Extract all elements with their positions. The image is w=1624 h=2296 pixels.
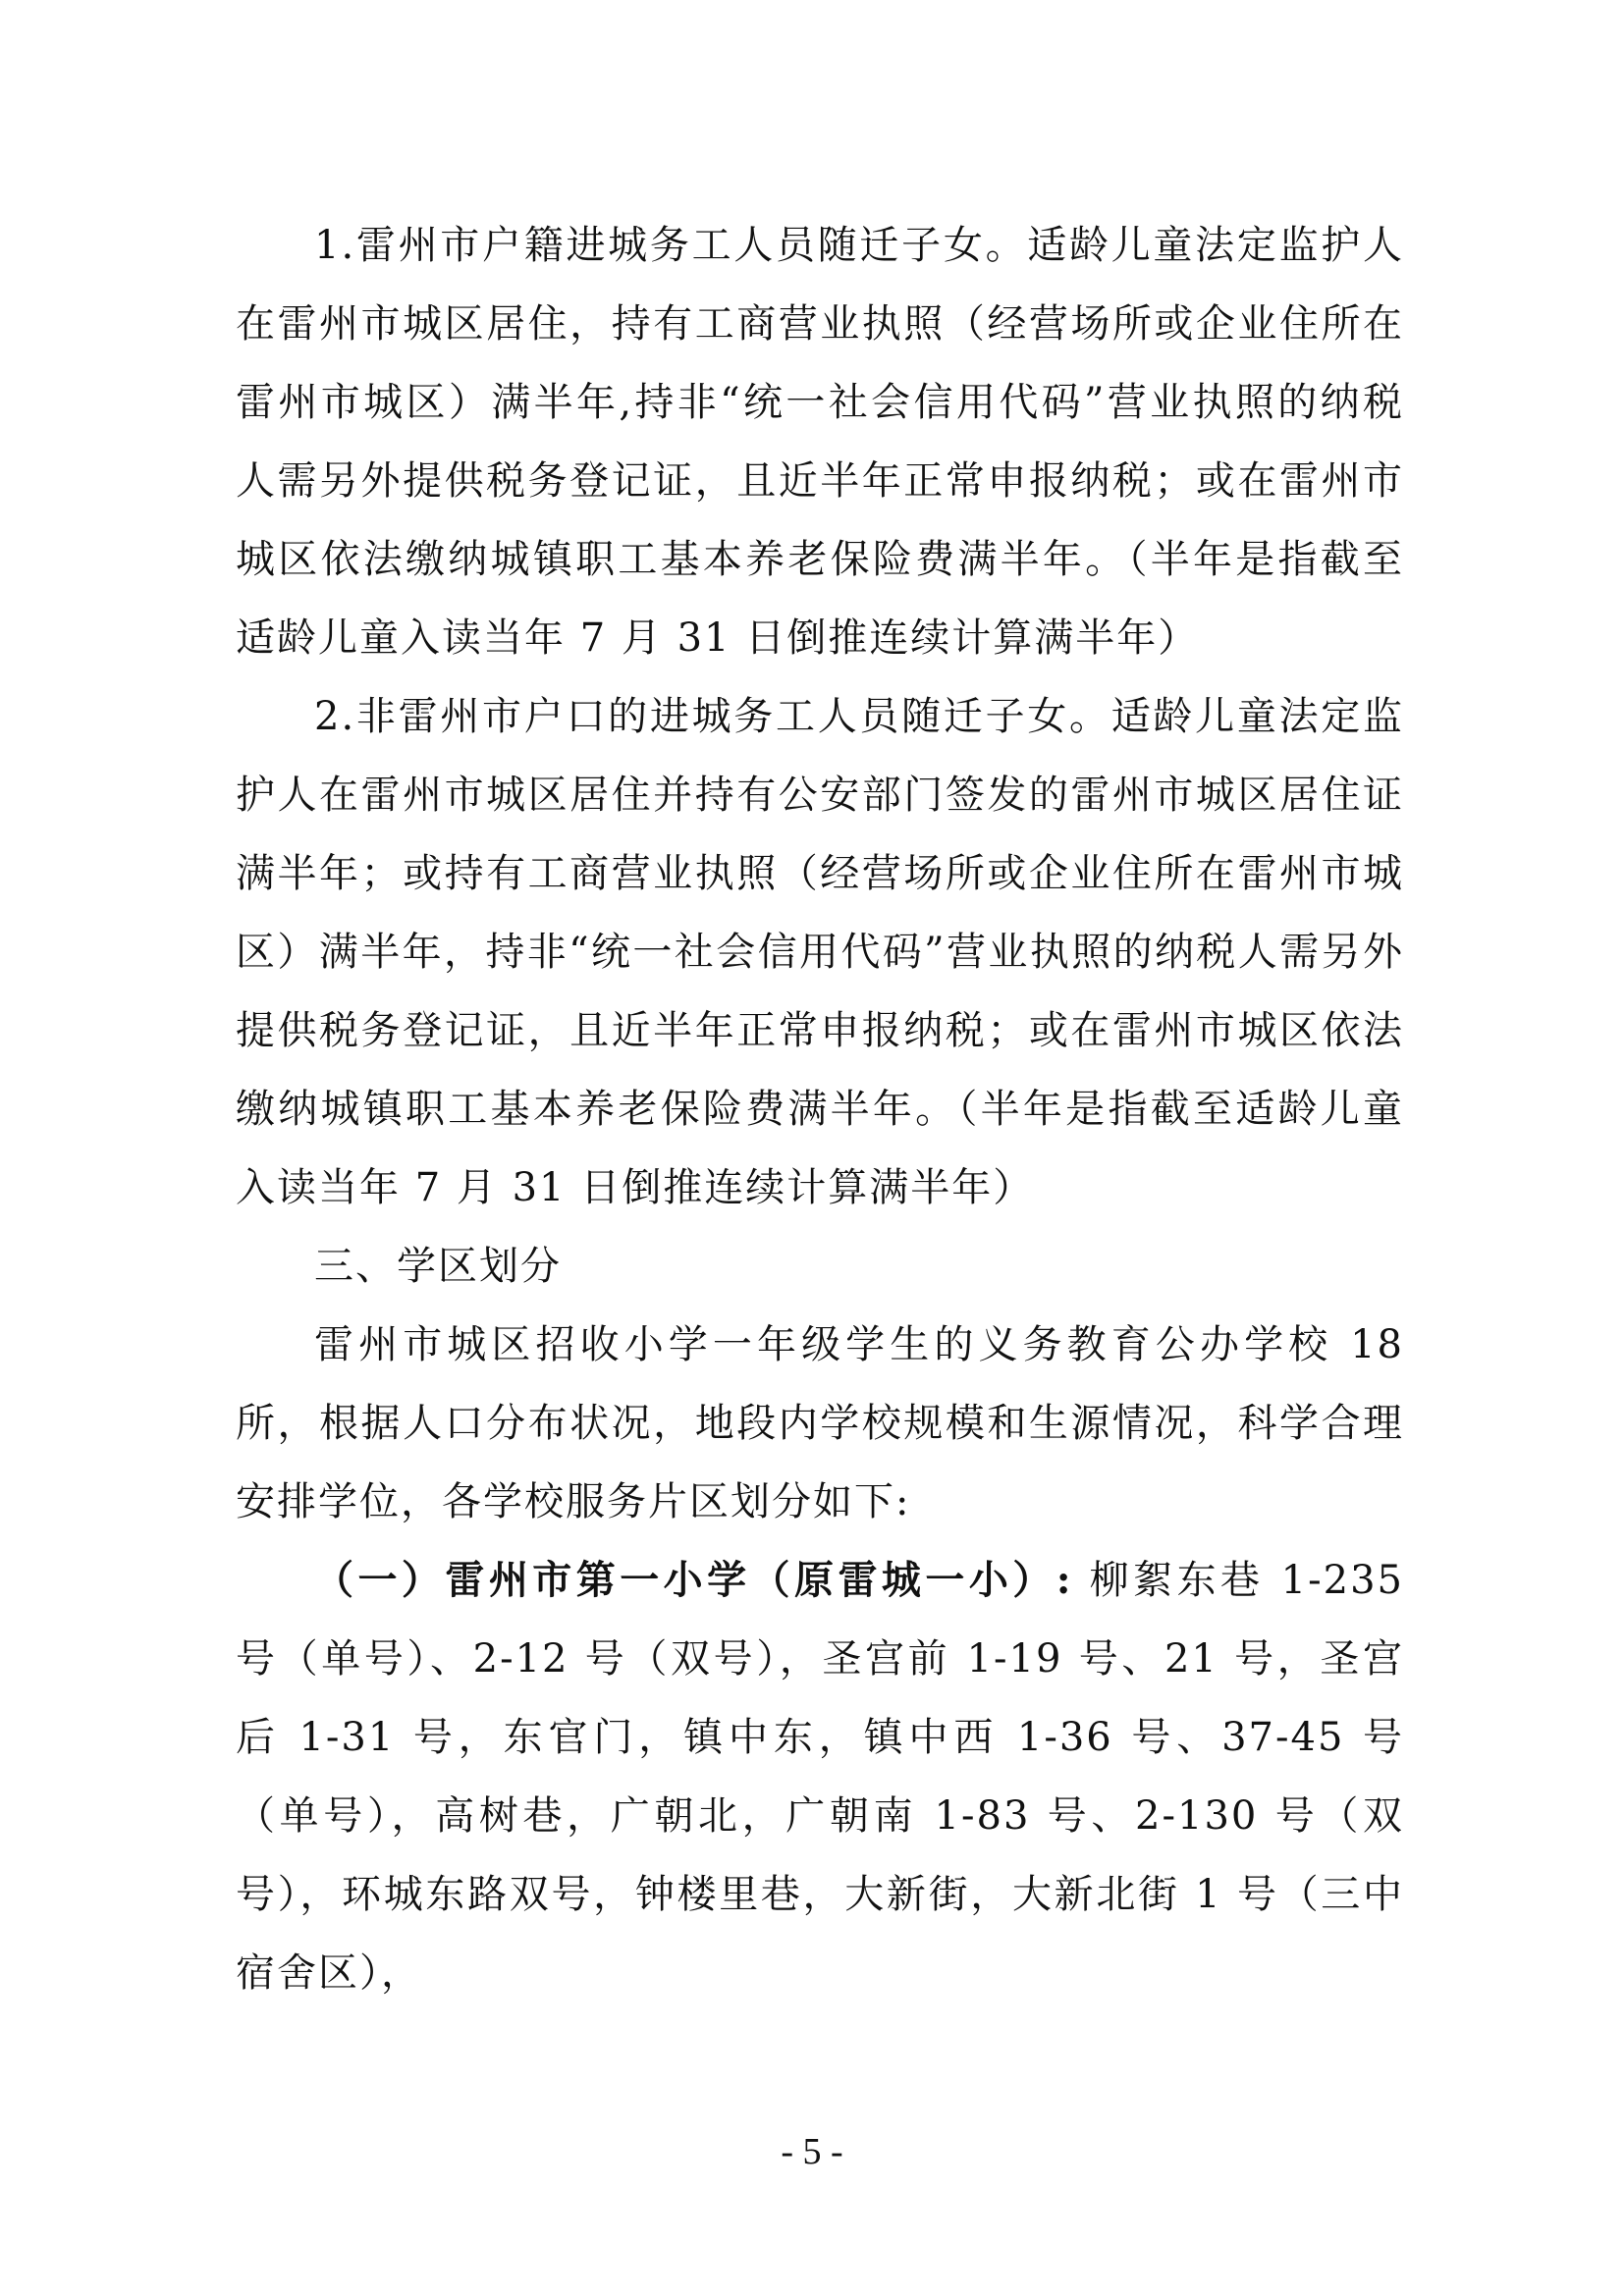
school-1-text: 柳絮东巷 1-235 号（单号）、2-12 号（双号），圣宫前 1-19 号、21 号，圣宫后 1-31 号，东官门，镇中东，镇中西 1-36 号、37-45 号（单号），高树巷，广朝北，广朝南 1-83 号、2-130 号（双号），环城东路双号，钟楼里巷，大新街，大新北街 1 号（三中宿舍区），	[236, 1558, 1404, 1996]
section-intro: 雷州市城区招收小学一年级学生的义务教育公办学校 18 所，根据人口分布状况，地段内学校规模和生源情况，科学合理安排学位，各学校服务片区划分如下:	[236, 1322, 1404, 1524]
paragraph-2: 2.非雷州市户口的进城务工人员随迁子女。适龄儿童法定监护人在雷州市城区居住并持有公安部门签发的雷州市城区居住证满半年；或持有工商营业执照（经营场所或企业住所在雷州市城区）满半年，持非“统一社会信用代码”营业执照的纳税人需另外提供税务登记证，且近半年正常申报纳税；或在雷州市城区依法缴纳城镇职工基本养老保险费满半年。（半年是指截至适龄儿童入读当年 7 月 31 日倒推连续计算满半年）	[236, 694, 1404, 1210]
section-heading: 三、学区划分	[314, 1244, 562, 1289]
school-1-name: （一）雷州市第一小学（原雷城一小）:	[314, 1557, 1073, 1603]
paragraph-1: 1.雷州市户籍进城务工人员随迁子女。适龄儿童法定监护人在雷州市城区居住，持有工商营业执照（经营场所或企业住所在雷州市城区）满半年,持非“统一社会信用代码”营业执照的纳税人需另外提供税务登记证，且近半年正常申报纳税；或在雷州市城区依法缴纳城镇职工基本养老保险费满半年。（半年是指截至适龄儿童入读当年 7 月 31 日倒推连续计算满半年）	[236, 223, 1404, 661]
document-body	[236, 206, 1404, 2012]
page-number: - 5 -	[781, 2131, 843, 2172]
school-1-paragraph	[236, 1541, 1404, 2012]
